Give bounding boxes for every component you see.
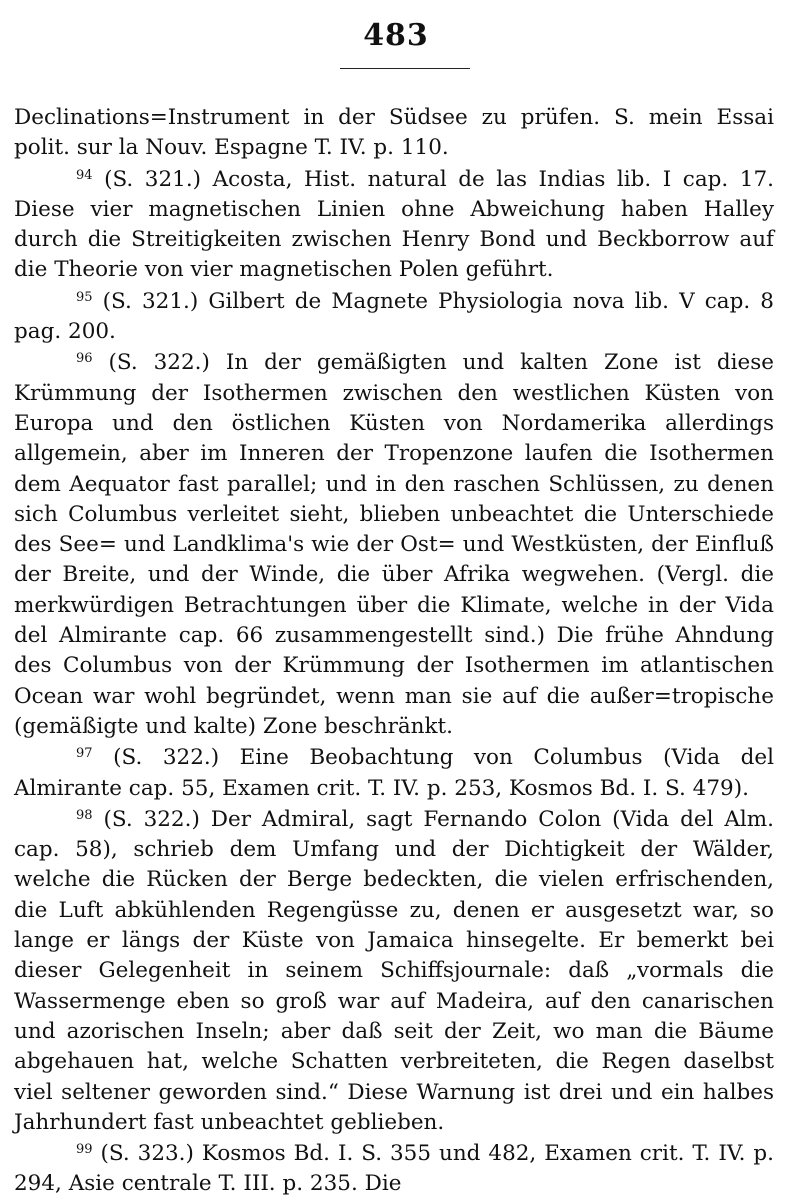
footnote-number: 96	[76, 351, 93, 367]
footnote-97	[14, 743, 774, 804]
footnote-95	[14, 287, 774, 348]
footnote-continuation	[14, 103, 774, 164]
footnotes-body	[14, 103, 774, 1200]
footnote-number: 98	[76, 807, 93, 823]
footnote-number: 97	[76, 746, 93, 762]
page-number: 483	[363, 18, 429, 53]
footnote-text: (S. 323.) Kosmos Bd. I. S. 355 und 482, Examen crit. T. IV. p. 294, Asie centrale T. III. p. 235. Die	[14, 1141, 774, 1197]
footnote-text: (S. 322.) Eine Beobachtung von Columbus (Vida del Almirante cap. 55, Examen crit. T. IV. p. 253, Kosmos Bd. I. S. 479).	[14, 745, 774, 801]
footnote-text: (S. 321.) Gilbert de Magnete Physiologia nova lib. V cap. 8 pag. 200.	[14, 288, 774, 345]
footnote-text: (S. 322.) Der Admiral, sagt Fernando Colon (Vida del Alm. cap. 58), schrieb dem Umfang und der Dichtigkeit der Wälder, welche die Rücken der Berge bedeckten, die vielen erfrischenden, die Luft abkühlenden Regengüsse zu, denen er ausgesetzt war, so lange er längs der Küste von Jamaica hinsegelte. Er bemerkt bei dieser Gelegenheit in seinem Schiffsjournale: daß „vormals die Wassermenge eben so groß war auf Madeira, auf den canarischen und azorischen Inseln; aber daß seit der Zeit, wo man die Bäume abgehauen hat, welche Schatten verbreiteten, die Regen daselbst viel seltener geworden sind.“ Diese Warnung ist drei und ein halbes Jahrhundert fast unbeachtet geblieben.	[14, 806, 774, 1135]
footnote-number: 99	[76, 1142, 93, 1158]
footnote-99	[14, 1139, 774, 1200]
footnote-94	[14, 165, 774, 286]
footnote-text: Declinations=Instrument in der Südsee zu prüfen. S. mein Essai polit. sur la Nouv. Espagne T. IV. p. 110.	[14, 105, 774, 161]
header-rule	[340, 68, 470, 69]
footnote-96	[14, 348, 774, 742]
footnote-text: (S. 322.) In der gemäßigten und kalten Zone ist diese Krümmung der Isothermen zwischen den westlichen Küsten von Europa und den östlichen Küsten von Nordamerika allerdings allgemein, aber im Inneren der Tropenzone laufen die Isothermen dem Aequator fast parallel; und in den raschen Schlüssen, zu denen sich Columbus verleitet sieht, blieben unbeachtet die Unterschiede des See= und Landklima's wie der Ost= und Westküsten, der Einfluß der Breite, und der Winde, die über Afrika wegwehen. (Vergl. die merkwürdigen Betrachtungen über die Klimate, welche in der Vida del Almirante cap. 66 zusammengestellt sind.) Die frühe Ahndung des Columbus von der Krümmung der Isothermen im atlantischen Ocean war wohl begründet, wenn man sie auf die außer=tropische (gemäßigte und kalte) Zone beschränkt.	[14, 350, 774, 739]
footnote-number: 95	[76, 289, 93, 305]
footnote-number: 94	[76, 167, 93, 183]
footnote-98	[14, 805, 774, 1138]
footnote-text: (S. 321.) Acosta, Hist. natural de las Indias lib. I cap. 17. Diese vier magnetischen Linien ohne Abweichung haben Halley durch die Streitigkeiten zwischen Henry Bond und Beckborrow auf die Theorie von vier magnetischen Polen geführt.	[14, 166, 774, 283]
